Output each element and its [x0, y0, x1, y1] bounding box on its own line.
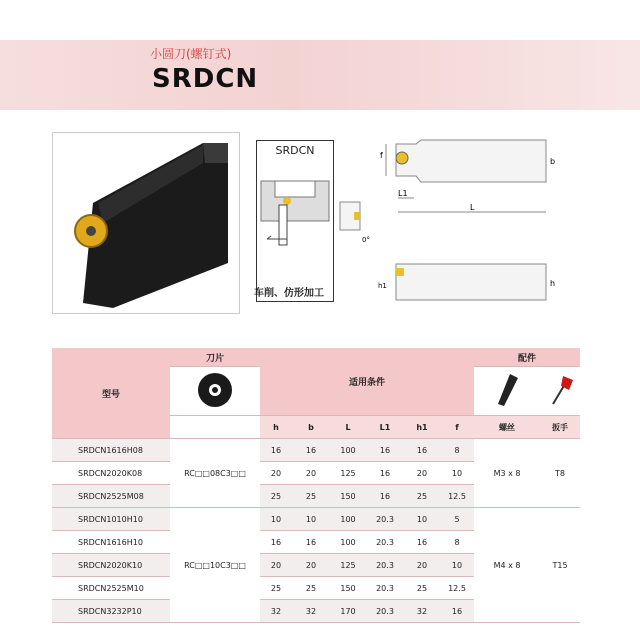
cell-f: 16	[440, 600, 474, 623]
label-h1: h1	[378, 282, 387, 290]
model-cell: SRDCN1616H10	[52, 531, 170, 554]
label-f: f	[380, 151, 383, 160]
model-cell: SRDCN2020K10	[52, 554, 170, 577]
cell-L1: 20.3	[366, 577, 404, 600]
dim-header: b	[292, 416, 330, 439]
header-blade: 刀片	[170, 348, 260, 367]
cell-L1: 20.3	[366, 531, 404, 554]
cell-L1: 16	[366, 485, 404, 508]
cell-b: 25	[292, 577, 330, 600]
spec-table	[52, 348, 580, 623]
wrench-cell: T15	[540, 508, 580, 623]
model-cell: SRDCN2020K08	[52, 462, 170, 485]
insert-icon	[195, 370, 235, 410]
model-cell: SRDCN1010H10	[52, 508, 170, 531]
tool-holder-photo	[52, 132, 240, 314]
label-angle: 0°	[362, 236, 370, 244]
cell-L1: 16	[366, 439, 404, 462]
screw-cell: M4 x 8	[474, 508, 540, 623]
cell-f: 8	[440, 439, 474, 462]
cell-h: 32	[260, 600, 292, 623]
cell-L1: 20.3	[366, 554, 404, 577]
wrench-cell: T8	[540, 439, 580, 508]
cell-b: 20	[292, 554, 330, 577]
label-l1: L1	[398, 189, 408, 198]
cell-L: 150	[330, 577, 366, 600]
cell-h: 16	[260, 531, 292, 554]
usage-panel	[256, 140, 334, 302]
page-title: SRDCN	[152, 64, 259, 94]
cell-L: 125	[330, 554, 366, 577]
model-cell: SRDCN3232P10	[52, 600, 170, 623]
blade-image-cell	[170, 367, 260, 416]
cell-b: 16	[292, 531, 330, 554]
cell-b: 16	[292, 439, 330, 462]
cell-h: 25	[260, 485, 292, 508]
blade-cell: RC□□10C3□□	[170, 508, 260, 623]
cell-f: 12.5	[440, 577, 474, 600]
cell-h1: 20	[404, 462, 440, 485]
acc-screw-header: 螺丝	[474, 416, 540, 439]
header-conditions: 适用条件	[260, 348, 474, 416]
label-L: L	[470, 203, 475, 212]
usage-caption: 车削、仿形加工	[254, 288, 324, 299]
screw-image-cell	[474, 367, 540, 416]
cell-h1: 20	[404, 554, 440, 577]
cell-h1: 10	[404, 508, 440, 531]
cell-h: 20	[260, 554, 292, 577]
page-subtitle: 小圆刀(螺钉式)	[150, 47, 232, 61]
cell-h1: 32	[404, 600, 440, 623]
blade-cell: RC□□08C3□□	[170, 439, 260, 508]
cell-h1: 25	[404, 485, 440, 508]
cell-b: 32	[292, 600, 330, 623]
cell-b: 10	[292, 508, 330, 531]
usage-panel-title: SRDCN	[275, 144, 315, 157]
screw-icon	[492, 370, 522, 410]
label-h: h	[550, 279, 556, 288]
cell-h1: 25	[404, 577, 440, 600]
cell-f: 10	[440, 462, 474, 485]
cell-h: 10	[260, 508, 292, 531]
tool-holder-illustration	[53, 133, 239, 313]
table-row	[52, 439, 580, 462]
model-cell: SRDCN2525M10	[52, 577, 170, 600]
cell-L1: 20.3	[366, 508, 404, 531]
dim-header: h1	[404, 416, 440, 439]
title-band	[0, 40, 640, 110]
cell-L1: 16	[366, 462, 404, 485]
dimension-drawing	[336, 132, 576, 312]
label-b: b	[550, 157, 556, 166]
cell-b: 20	[292, 462, 330, 485]
cell-L: 170	[330, 600, 366, 623]
header-model: 型号	[52, 348, 170, 439]
usage-diagram	[257, 159, 333, 299]
wrench-icon	[545, 370, 575, 410]
dim-header: L1	[366, 416, 404, 439]
cell-h1: 16	[404, 439, 440, 462]
model-cell: SRDCN1616H08	[52, 439, 170, 462]
acc-wrench-header: 扳手	[540, 416, 580, 439]
header-accessories: 配件	[474, 348, 580, 367]
cell-h: 20	[260, 462, 292, 485]
dim-header: f	[440, 416, 474, 439]
cell-L: 125	[330, 462, 366, 485]
cell-L: 100	[330, 508, 366, 531]
cell-h: 16	[260, 439, 292, 462]
cell-L1: 20.3	[366, 600, 404, 623]
dim-header: h	[260, 416, 292, 439]
cell-f: 12.5	[440, 485, 474, 508]
screw-cell: M3 x 8	[474, 439, 540, 508]
cell-L: 150	[330, 485, 366, 508]
dimension-drawing-svg	[336, 132, 576, 312]
cell-L: 100	[330, 531, 366, 554]
table-row	[52, 508, 580, 531]
dim-header: L	[330, 416, 366, 439]
wrench-image-cell	[540, 367, 580, 416]
cell-f: 5	[440, 508, 474, 531]
cell-h1: 16	[404, 531, 440, 554]
cell-h: 25	[260, 577, 292, 600]
cell-f: 8	[440, 531, 474, 554]
cell-L: 100	[330, 439, 366, 462]
cell-b: 25	[292, 485, 330, 508]
model-cell: SRDCN2525M08	[52, 485, 170, 508]
cell-f: 10	[440, 554, 474, 577]
